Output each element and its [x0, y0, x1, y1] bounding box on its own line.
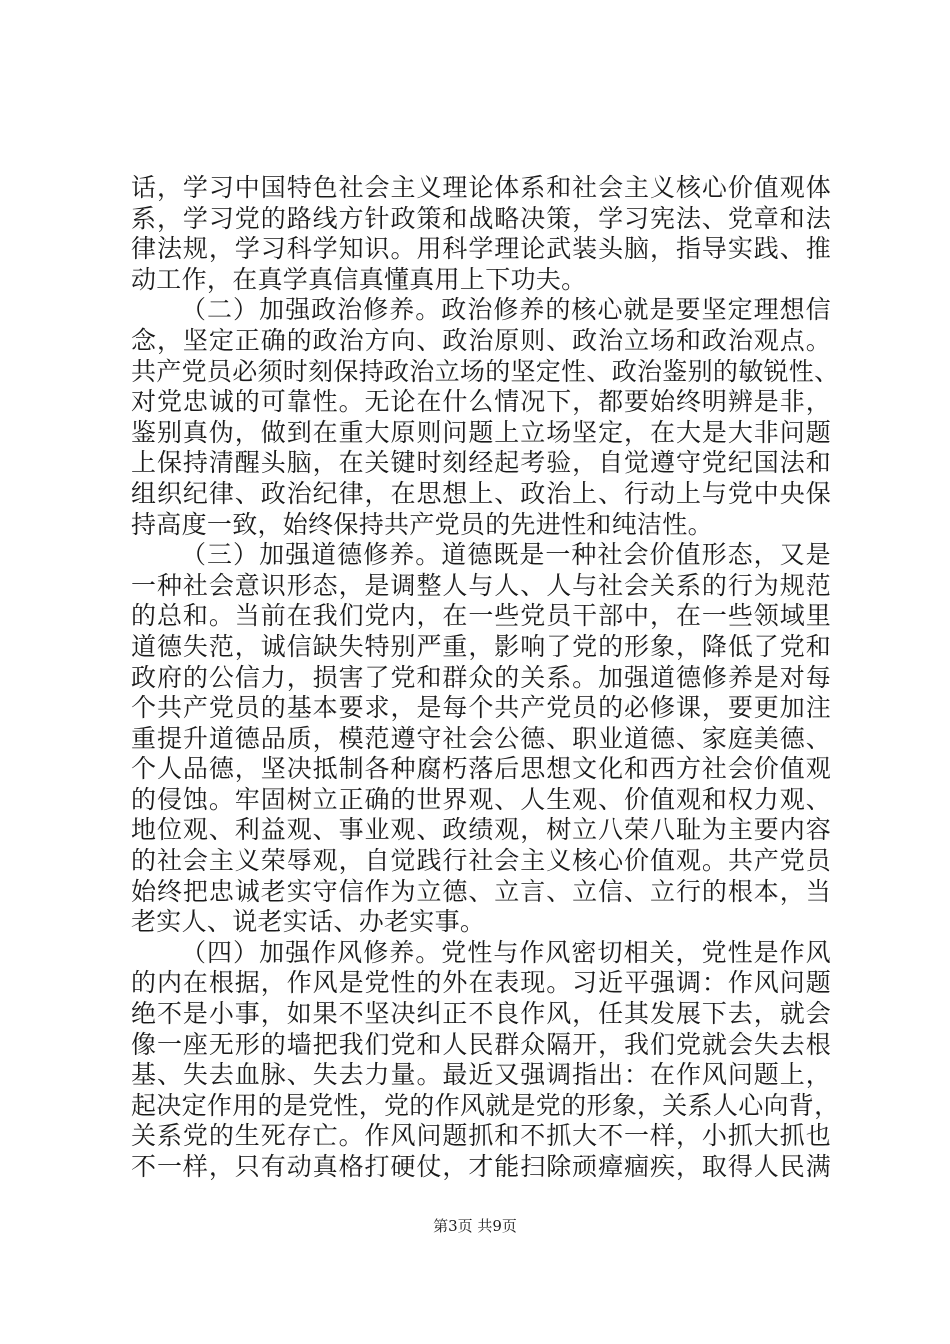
paragraph-continuation — [131, 173, 831, 295]
text-line: 一种社会意识形态，是调整人与人、人与社会关系的行为规范 — [131, 570, 831, 600]
text-line: （三）加强道德修养。道德既是一种社会价值形态，又是 — [181, 540, 831, 570]
text-line: 个共产党员的基本要求，是每个共产党员的必修课，要更加注 — [131, 693, 831, 723]
text-line: 道德失范，诚信缺失特别严重，影响了党的形象，降低了党和 — [131, 631, 831, 661]
document-body — [131, 173, 840, 1183]
text-line: 组织纪律、政治纪律，在思想上、政治上、行动上与党中央保 — [131, 478, 831, 508]
text-line: 的总和。当前在我们党内，在一些党员干部中，在一些领域里 — [131, 601, 831, 631]
text-line: 系，学习党的路线方针政策和战略决策，学习宪法、党章和法 — [131, 203, 831, 233]
text-line: 始终把忠诚老实守信作为立德、立言、立信、立行的根本，当 — [131, 876, 831, 906]
text-line: 律法规，学习科学知识。用科学理论武装头脑，指导实践、推 — [131, 234, 831, 264]
text-line: 绝不是小事，如果不坚决纠正不良作风，任其发展下去，就会 — [131, 999, 831, 1029]
text-line: 基、失去血脉、失去力量。最近又强调指出：在作风问题上， — [131, 1060, 831, 1090]
text-line: 持高度一致，始终保持共产党员的先进性和纯洁性。 — [131, 509, 713, 539]
paragraph-work-style-cultivation — [131, 937, 840, 1183]
text-line: 上保持清醒头脑，在关键时刻经起考验，自觉遵守党纪国法和 — [131, 448, 831, 478]
text-line: 不一样，只有动真格打硬仗，才能扫除顽瘴痼疾，取得人民满 — [131, 1152, 831, 1181]
paragraph-political-cultivation — [131, 295, 840, 540]
text-line: 念，坚定正确的政治方向、政治原则、政治立场和政治观点。 — [131, 325, 831, 355]
text-line: 共产党员必须时刻保持政治立场的坚定性、政治鉴别的敏锐性、 — [131, 356, 840, 386]
text-line: （二）加强政治修养。政治修养的核心就是要坚定理想信 — [181, 295, 831, 325]
text-line: 关系党的生死存亡。作风问题抓和不抓大不一样，小抓大抓也 — [131, 1121, 831, 1151]
text-line: 起决定作用的是党性，党的作风就是党的形象，关系人心向背， — [131, 1090, 840, 1120]
text-line: 老实人、说老实话、办老实事。 — [131, 907, 486, 937]
paragraph-moral-cultivation — [131, 540, 831, 938]
text-line: 重提升道德品质，模范遵守社会公德、职业道德、家庭美德、 — [131, 723, 831, 753]
text-line: 对党忠诚的可靠性。无论在什么情况下，都要始终明辨是非， — [131, 387, 831, 417]
text-line: 像一座无形的墙把我们党和人民群众隔开，我们党就会失去根 — [131, 1029, 831, 1059]
text-line: 话，学习中国特色社会主义理论体系和社会主义核心价值观体 — [131, 173, 831, 202]
text-line: 的侵蚀。牢固树立正确的世界观、人生观、价值观和权力观、 — [131, 784, 831, 814]
text-line: 地位观、利益观、事业观、政绩观，树立八荣八耻为主要内容 — [131, 815, 831, 845]
text-line: 鉴别真伪，做到在重大原则问题上立场坚定，在大是大非问题 — [131, 417, 831, 447]
text-line: （四）加强作风修养。党性与作风密切相关，党性是作风 — [181, 937, 831, 967]
text-line: 政府的公信力，损害了党和群众的关系。加强道德修养是对每 — [131, 662, 831, 692]
text-line: 动工作，在真学真信真懂真用上下功夫。 — [131, 264, 587, 294]
text-line: 的内在根据，作风是党性的外在表现。习近平强调：作风问题 — [131, 968, 831, 998]
page-number-footer: 第3页 共9页 — [433, 1217, 517, 1235]
text-line: 个人品德，坚决抵制各种腐朽落后思想文化和西方社会价值观 — [131, 754, 831, 784]
text-line: 的社会主义荣辱观，自觉践行社会主义核心价值观。共产党员 — [131, 846, 831, 876]
